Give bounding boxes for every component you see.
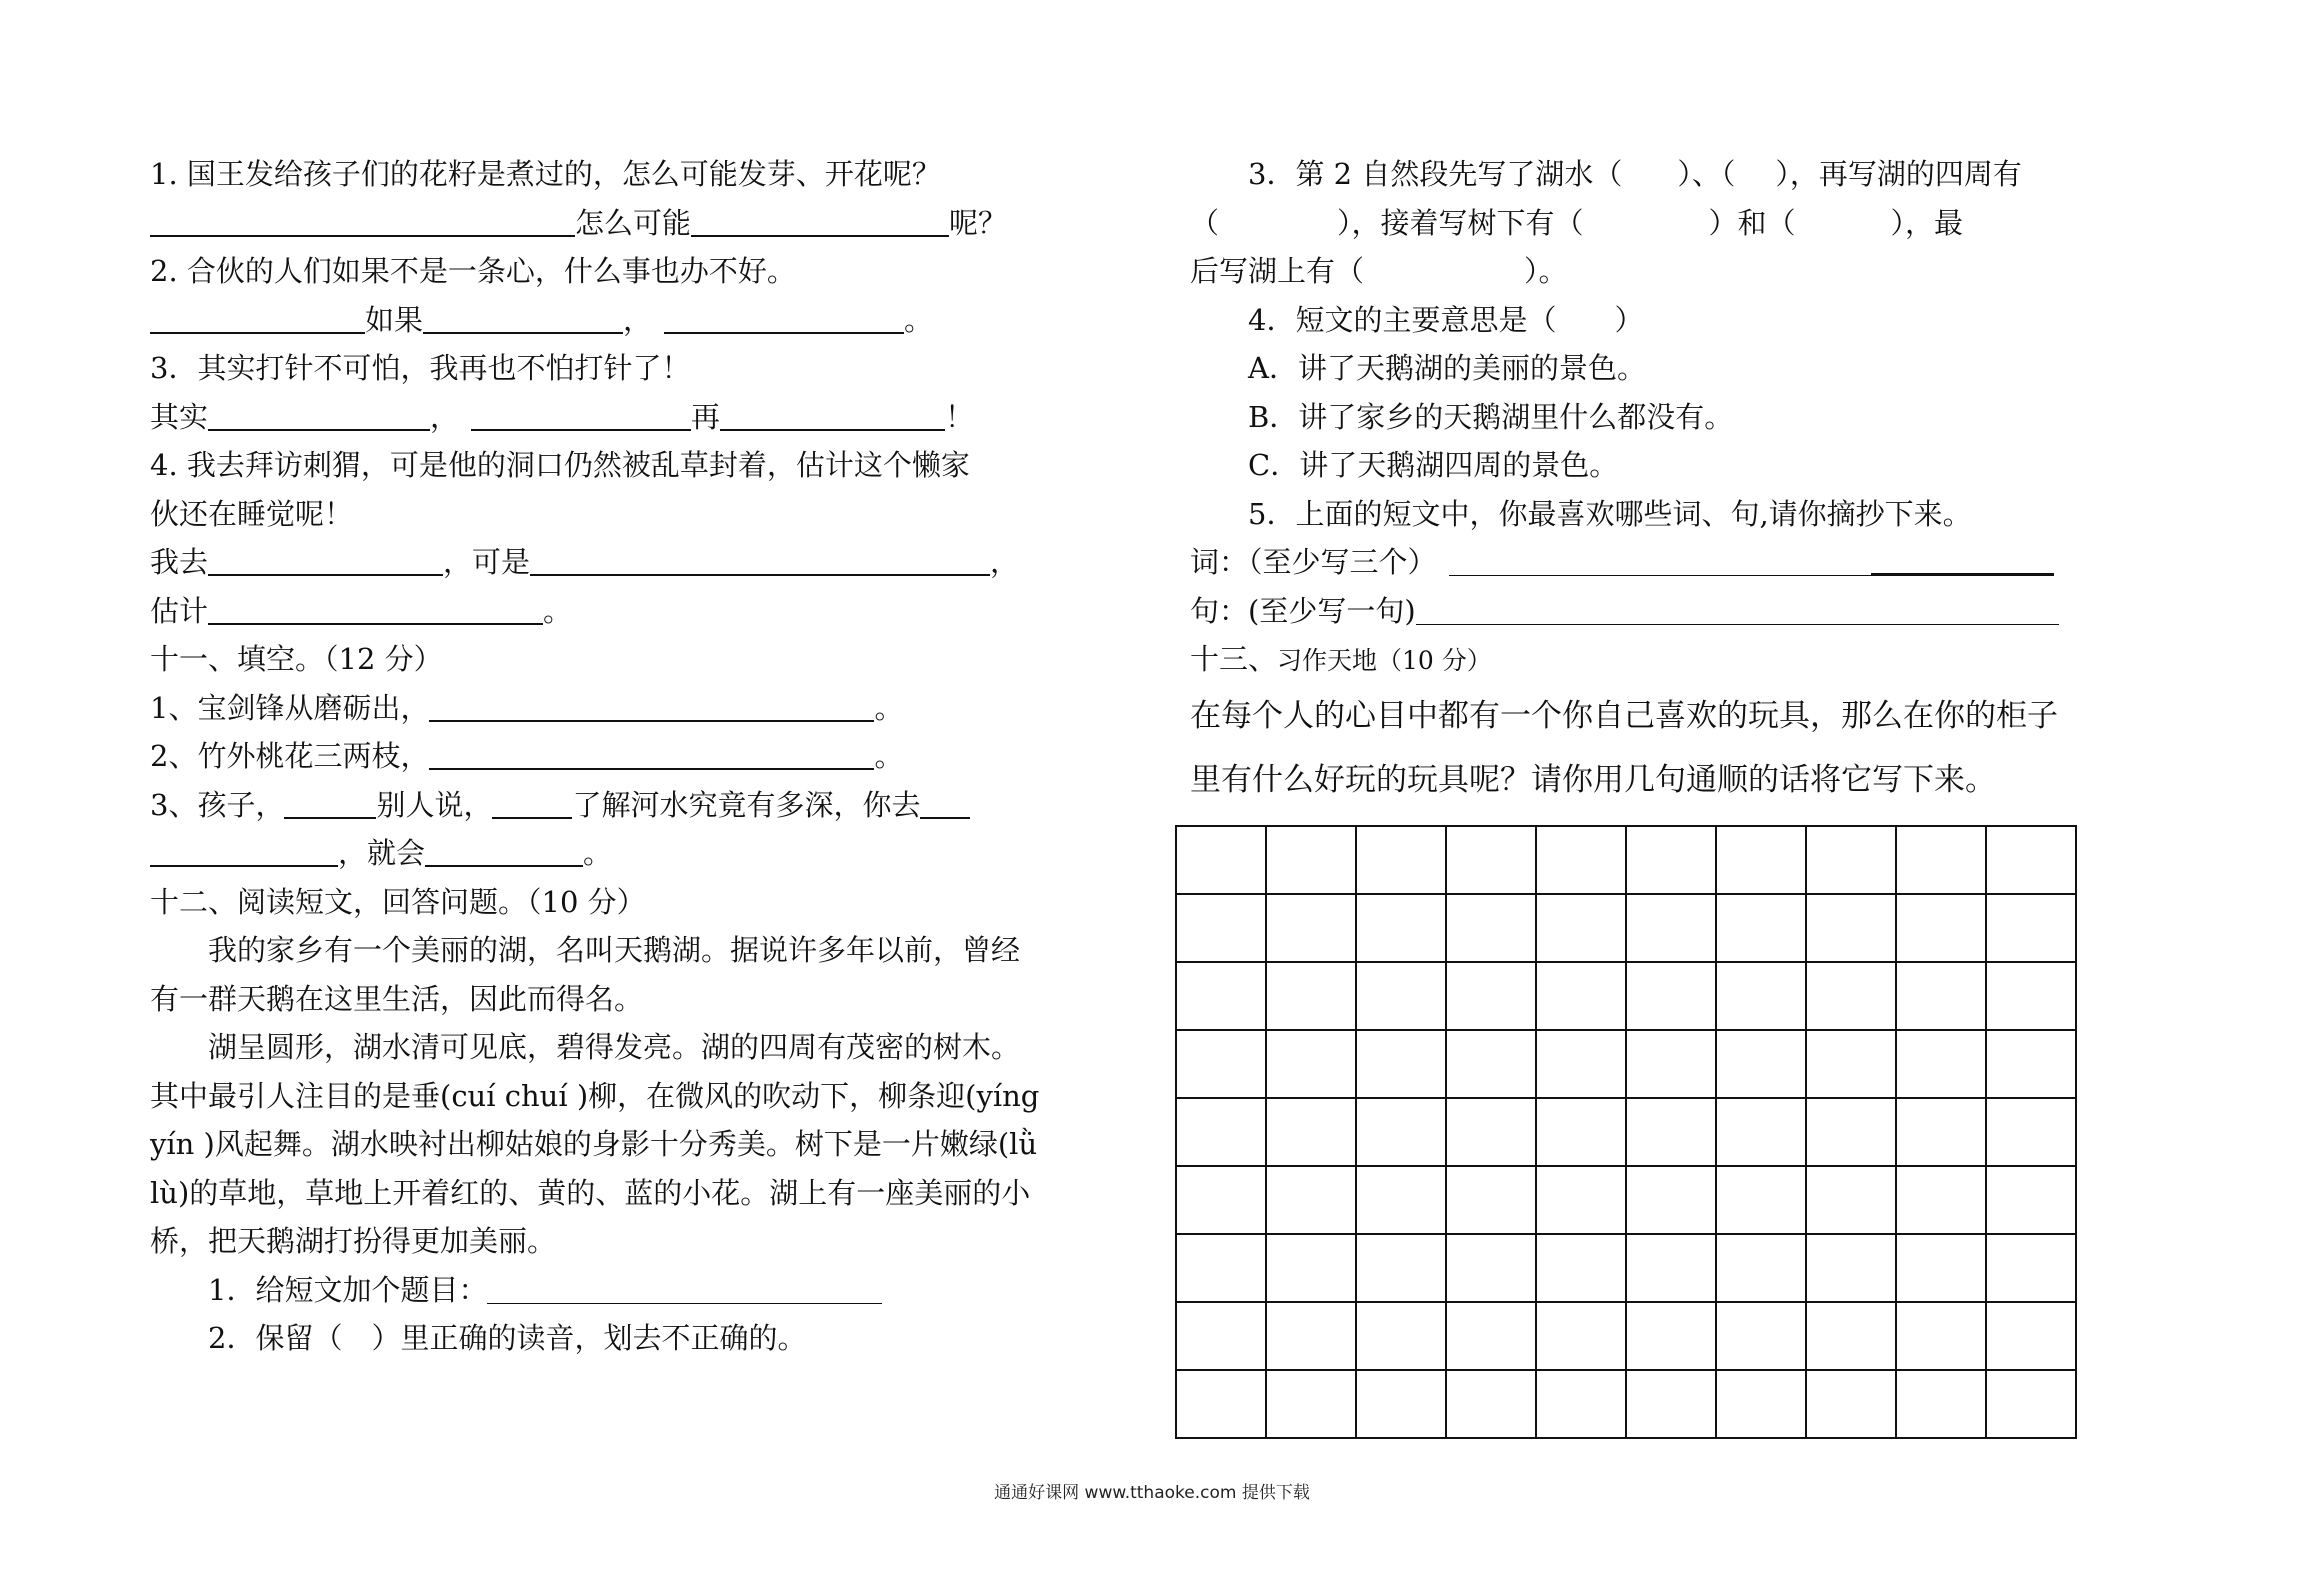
- grid-cell[interactable]: [1896, 962, 1986, 1030]
- passage-line: 有一群天鹅在这里生活，因此而得名。: [150, 981, 644, 1016]
- q4-sentence-2: 伙还在睡觉呢！: [150, 496, 354, 531]
- grid-cell[interactable]: [1986, 1234, 2076, 1302]
- grid-cell[interactable]: [1896, 1030, 1986, 1098]
- grid-cell[interactable]: [1446, 1166, 1536, 1234]
- grid-cell[interactable]: [1266, 1030, 1356, 1098]
- text: 了解河水究竟有多深，你去: [572, 787, 921, 822]
- text: 词：（至少写三个）: [1190, 545, 1437, 579]
- blank[interactable]: [429, 688, 874, 722]
- grid-cell[interactable]: [1716, 962, 1806, 1030]
- q3-sentence: 3．其实打针不可怕，我再也不怕打针了！: [150, 351, 691, 385]
- text: ！: [945, 399, 975, 434]
- grid-cell[interactable]: [1986, 1166, 2076, 1234]
- grid-row: [1176, 1234, 2076, 1302]
- grid-cell[interactable]: [1266, 962, 1356, 1030]
- grid-cell[interactable]: [1446, 1302, 1536, 1370]
- grid-cell[interactable]: [1986, 962, 2076, 1030]
- text: 句：(至少写一句): [1190, 593, 1416, 628]
- q1-sentence: 1. 国王发给孩子们的花籽是煮过的，怎么可能发芽、开花呢？: [150, 157, 941, 191]
- section-12-title: 十二、阅读短文，回答问题。（10 分）: [150, 884, 646, 919]
- grid-cell[interactable]: [1176, 1370, 1266, 1438]
- fill-1: [150, 684, 1030, 733]
- blank[interactable]: [691, 203, 949, 237]
- grid-cell[interactable]: [1806, 1302, 1896, 1370]
- grid-cell[interactable]: [1986, 1030, 2076, 1098]
- grid-cell[interactable]: [1536, 894, 1626, 962]
- grid-cell[interactable]: [1896, 1098, 1986, 1166]
- grid-cell[interactable]: [1806, 894, 1896, 962]
- text: 1．给短文加个题目：: [208, 1272, 488, 1307]
- fill-2: [150, 732, 1030, 781]
- q3-answer-line: [150, 393, 1030, 442]
- grid-cell[interactable]: [1356, 1302, 1446, 1370]
- text: 呢？: [949, 205, 1008, 240]
- grid-cell[interactable]: [1536, 1098, 1626, 1166]
- grid-cell[interactable]: [1716, 894, 1806, 962]
- passage-line: 我的家乡有一个美丽的湖，名叫天鹅湖。据说许多年以前，曾经: [208, 933, 1021, 967]
- grid-cell[interactable]: [1356, 1234, 1446, 1302]
- text: ，: [623, 302, 653, 337]
- grid-row: [1176, 1302, 2076, 1370]
- fill-3: [150, 781, 1030, 830]
- word-blank[interactable]: [1871, 541, 2054, 576]
- right-column: [1190, 150, 2070, 812]
- grid-cell[interactable]: [1716, 1234, 1806, 1302]
- grid-row: [1176, 826, 2076, 894]
- grid-cell[interactable]: [1806, 826, 1896, 894]
- grid-cell[interactable]: [1806, 1370, 1896, 1438]
- blank[interactable]: [720, 397, 945, 431]
- option-a[interactable]: A．讲了天鹅湖的美丽的景色。: [1248, 351, 1646, 385]
- text: ），接着写树下有（: [1337, 205, 1584, 240]
- grid-cell[interactable]: [1446, 1370, 1536, 1438]
- grid-cell[interactable]: [1356, 1166, 1446, 1234]
- grid-cell[interactable]: [1806, 1234, 1896, 1302]
- grid-cell[interactable]: [1446, 962, 1536, 1030]
- text: 怎么可能: [575, 205, 692, 240]
- reading-q5: 5．上面的短文中，你最喜欢哪些词、句,请你摘抄下来。: [1248, 496, 1972, 531]
- text: 如果: [365, 302, 424, 337]
- grid-cell[interactable]: [1806, 962, 1896, 1030]
- passage-line: 其中最引人注目的是垂(cuí chuí )柳，在微风的吹动下，柳条迎(yíng: [150, 1078, 1040, 1113]
- blank[interactable]: [429, 736, 874, 770]
- grid-cell[interactable]: [1806, 1166, 1896, 1234]
- grid-cell[interactable]: [1986, 1302, 2076, 1370]
- grid-cell[interactable]: [1716, 1030, 1806, 1098]
- grid-cell[interactable]: [1536, 1166, 1626, 1234]
- text: ）和（: [1708, 205, 1796, 240]
- q1-answer-line: [150, 199, 1030, 248]
- blank[interactable]: [664, 300, 904, 334]
- text: ），再写湖的四周有: [1775, 157, 2022, 191]
- text: 。: [543, 593, 573, 628]
- sentence-answer-line: [1190, 587, 2070, 636]
- text: 。: [904, 302, 934, 337]
- option-c[interactable]: C．讲了天鹅湖四周的景色。: [1248, 448, 1619, 482]
- grid-cell[interactable]: [1806, 1030, 1896, 1098]
- text: 1、宝剑锋从磨砺出，: [150, 690, 430, 725]
- blank[interactable]: [284, 785, 376, 819]
- word-answer-line: [1190, 538, 2070, 587]
- grid-row: [1176, 962, 2076, 1030]
- grid-cell[interactable]: [1626, 826, 1716, 894]
- reading-q3-line-3: [1190, 247, 2070, 296]
- text: 。: [874, 739, 904, 773]
- title-blank[interactable]: [487, 1271, 882, 1304]
- grid-cell[interactable]: [1266, 894, 1356, 962]
- grid-cell[interactable]: [1716, 826, 1806, 894]
- grid-cell[interactable]: [1896, 826, 1986, 894]
- grid-row: [1176, 1166, 2076, 1234]
- grid-cell[interactable]: [1266, 1234, 1356, 1302]
- grid-cell[interactable]: [1176, 1098, 1266, 1166]
- grid-cell[interactable]: [1176, 894, 1266, 962]
- text: 2、竹外桃花三两枝，: [150, 739, 430, 773]
- text: （: [1190, 205, 1220, 240]
- grid-cell[interactable]: [1896, 1302, 1986, 1370]
- blank[interactable]: [423, 300, 623, 334]
- text: 习作天地（10 分）: [1277, 646, 1492, 675]
- writing-grid[interactable]: [1175, 825, 2077, 1439]
- passage-line: 桥，把天鹅湖打扮得更加美丽。: [150, 1224, 557, 1258]
- reading-q2: 2．保留（ ）里正确的读音，划去不正确的。: [208, 1321, 807, 1355]
- grid-cell[interactable]: [1896, 1234, 1986, 1302]
- grid-cell[interactable]: [1806, 1098, 1896, 1166]
- grid-cell[interactable]: [1266, 1370, 1356, 1438]
- text: 其实: [150, 399, 209, 434]
- grid-cell[interactable]: [1176, 826, 1266, 894]
- grid-cell[interactable]: [1356, 826, 1446, 894]
- grid-cell[interactable]: [1986, 826, 2076, 894]
- option-b[interactable]: B．讲了家乡的天鹅湖里什么都没有。: [1248, 399, 1734, 434]
- passage-line: 湖呈圆形，湖水清可见底，碧得发亮。湖的四周有茂密的树木。: [208, 1030, 1021, 1064]
- grid-cell[interactable]: [1716, 1370, 1806, 1438]
- text: ，可是: [443, 545, 531, 579]
- grid-cell[interactable]: [1536, 1302, 1626, 1370]
- grid-cell[interactable]: [1176, 1030, 1266, 1098]
- q2-sentence: 2. 合伙的人们如果不是一条心，什么事也办不好。: [150, 254, 796, 288]
- grid-cell[interactable]: [1356, 962, 1446, 1030]
- text: 我去: [150, 545, 209, 579]
- q4-answer-line-1: [150, 538, 1030, 587]
- grid-cell[interactable]: [1536, 962, 1626, 1030]
- grid-cell[interactable]: [1716, 1166, 1806, 1234]
- blank[interactable]: [208, 591, 543, 625]
- grid-cell[interactable]: [1626, 1098, 1716, 1166]
- footer-credit: 通通好课网 www.tthaoke.com 提供下载: [994, 1483, 1310, 1503]
- fill-3-cont: [150, 829, 1030, 878]
- grid-cell[interactable]: [1626, 962, 1716, 1030]
- text: 。: [583, 836, 613, 870]
- reading-q3-line-1: [1190, 150, 2070, 199]
- grid-row: [1176, 1098, 2076, 1166]
- grid-cell[interactable]: [1536, 1030, 1626, 1098]
- grid-cell[interactable]: [1266, 826, 1356, 894]
- text: 3、孩子，: [150, 787, 285, 822]
- grid-cell[interactable]: [1266, 1166, 1356, 1234]
- section-13-title: [1190, 635, 2070, 684]
- reading-q3-line-2: [1190, 199, 2070, 248]
- grid-cell[interactable]: [1626, 1234, 1716, 1302]
- blank[interactable]: [150, 833, 338, 867]
- blank[interactable]: [150, 203, 575, 237]
- text: 3．第 2 自然段先写了湖水（: [1248, 157, 1623, 191]
- text: 十三、: [1190, 642, 1278, 676]
- grid-cell[interactable]: [1356, 1370, 1446, 1438]
- text: ）、（: [1677, 157, 1736, 191]
- grid-cell[interactable]: [1626, 1166, 1716, 1234]
- writing-prompt-2: 里有什么好玩的玩具呢？请你用几句通顺的话将它写下来。: [1190, 761, 1996, 798]
- grid-cell[interactable]: [1626, 894, 1716, 962]
- grid-cell[interactable]: [1446, 1030, 1536, 1098]
- grid-cell[interactable]: [1356, 1098, 1446, 1166]
- reading-q1: [150, 1266, 1030, 1315]
- text: ，: [990, 545, 1020, 579]
- grid-cell[interactable]: [1446, 1234, 1536, 1302]
- grid-cell[interactable]: [1176, 1166, 1266, 1234]
- q2-answer-line: [150, 296, 1030, 345]
- passage-line: yín )风起舞。湖水映衬出柳姑娘的身影十分秀美。树下是一片嫩绿(lǜ: [150, 1127, 1038, 1161]
- grid-cell[interactable]: [1266, 1302, 1356, 1370]
- grid-cell[interactable]: [1626, 1370, 1716, 1438]
- grid-cell[interactable]: [1266, 1098, 1356, 1166]
- text: ，就会: [338, 836, 426, 870]
- word-blank[interactable]: [1449, 543, 1871, 576]
- grid-cell[interactable]: [1446, 826, 1536, 894]
- q4-sentence-1: 4. 我去拜访刺猬，可是他的洞口仍然被乱草封着，估计这个懒家: [150, 448, 970, 482]
- left-column: [150, 150, 1040, 1363]
- grid-cell[interactable]: [1356, 1030, 1446, 1098]
- grid-row: [1176, 894, 2076, 962]
- text: 再: [691, 399, 721, 434]
- q4-answer-line-2: [150, 587, 1030, 636]
- text: ）。: [1524, 254, 1568, 288]
- text: 后写湖上有（: [1190, 254, 1365, 288]
- blank[interactable]: [425, 833, 583, 867]
- grid-cell[interactable]: [1356, 894, 1446, 962]
- grid-row: [1176, 1370, 2076, 1438]
- text: 别人说，: [376, 787, 493, 822]
- grid-cell[interactable]: [1896, 1166, 1986, 1234]
- grid-cell[interactable]: [1176, 962, 1266, 1030]
- blank[interactable]: [150, 300, 365, 334]
- section-11-title: 十一、填空。（12 分）: [150, 642, 443, 676]
- blank[interactable]: [208, 542, 443, 576]
- grid-cell[interactable]: [1536, 1234, 1626, 1302]
- grid-cell[interactable]: [1896, 894, 1986, 962]
- grid-cell[interactable]: [1626, 1030, 1716, 1098]
- text: ），最: [1890, 205, 1964, 240]
- grid-cell[interactable]: [1896, 1370, 1986, 1438]
- sentence-blank[interactable]: [1416, 592, 2059, 625]
- grid-cell[interactable]: [1446, 1098, 1536, 1166]
- blank[interactable]: [530, 542, 990, 576]
- grid-row: [1176, 1030, 2076, 1098]
- grid-cell[interactable]: [1176, 1302, 1266, 1370]
- grid-cell[interactable]: [1716, 1098, 1806, 1166]
- grid-cell[interactable]: [1536, 1370, 1626, 1438]
- grid-cell[interactable]: [1716, 1302, 1806, 1370]
- passage-line: lù)的草地，草地上开着红的、黄的、蓝的小花。湖上有一座美丽的小: [150, 1175, 1031, 1210]
- grid-cell[interactable]: [1986, 1370, 2076, 1438]
- blank[interactable]: [920, 785, 970, 819]
- text: 估计: [150, 593, 209, 628]
- blank[interactable]: [492, 785, 572, 819]
- grid-cell[interactable]: [1986, 894, 2076, 962]
- blank[interactable]: [208, 397, 430, 431]
- reading-q4: 4．短文的主要意思是（ ）: [1248, 302, 1644, 337]
- grid-cell[interactable]: [1536, 826, 1626, 894]
- grid-cell[interactable]: [1626, 1302, 1716, 1370]
- writing-prompt-1: 在每个人的心目中都有一个你自己喜欢的玩具，那么在你的柜子: [1190, 697, 2058, 734]
- blank[interactable]: [471, 397, 691, 431]
- text: ，: [430, 399, 460, 434]
- grid-cell[interactable]: [1986, 1098, 2076, 1166]
- grid-cell[interactable]: [1446, 894, 1536, 962]
- text: 。: [874, 690, 904, 725]
- grid-cell[interactable]: [1176, 1234, 1266, 1302]
